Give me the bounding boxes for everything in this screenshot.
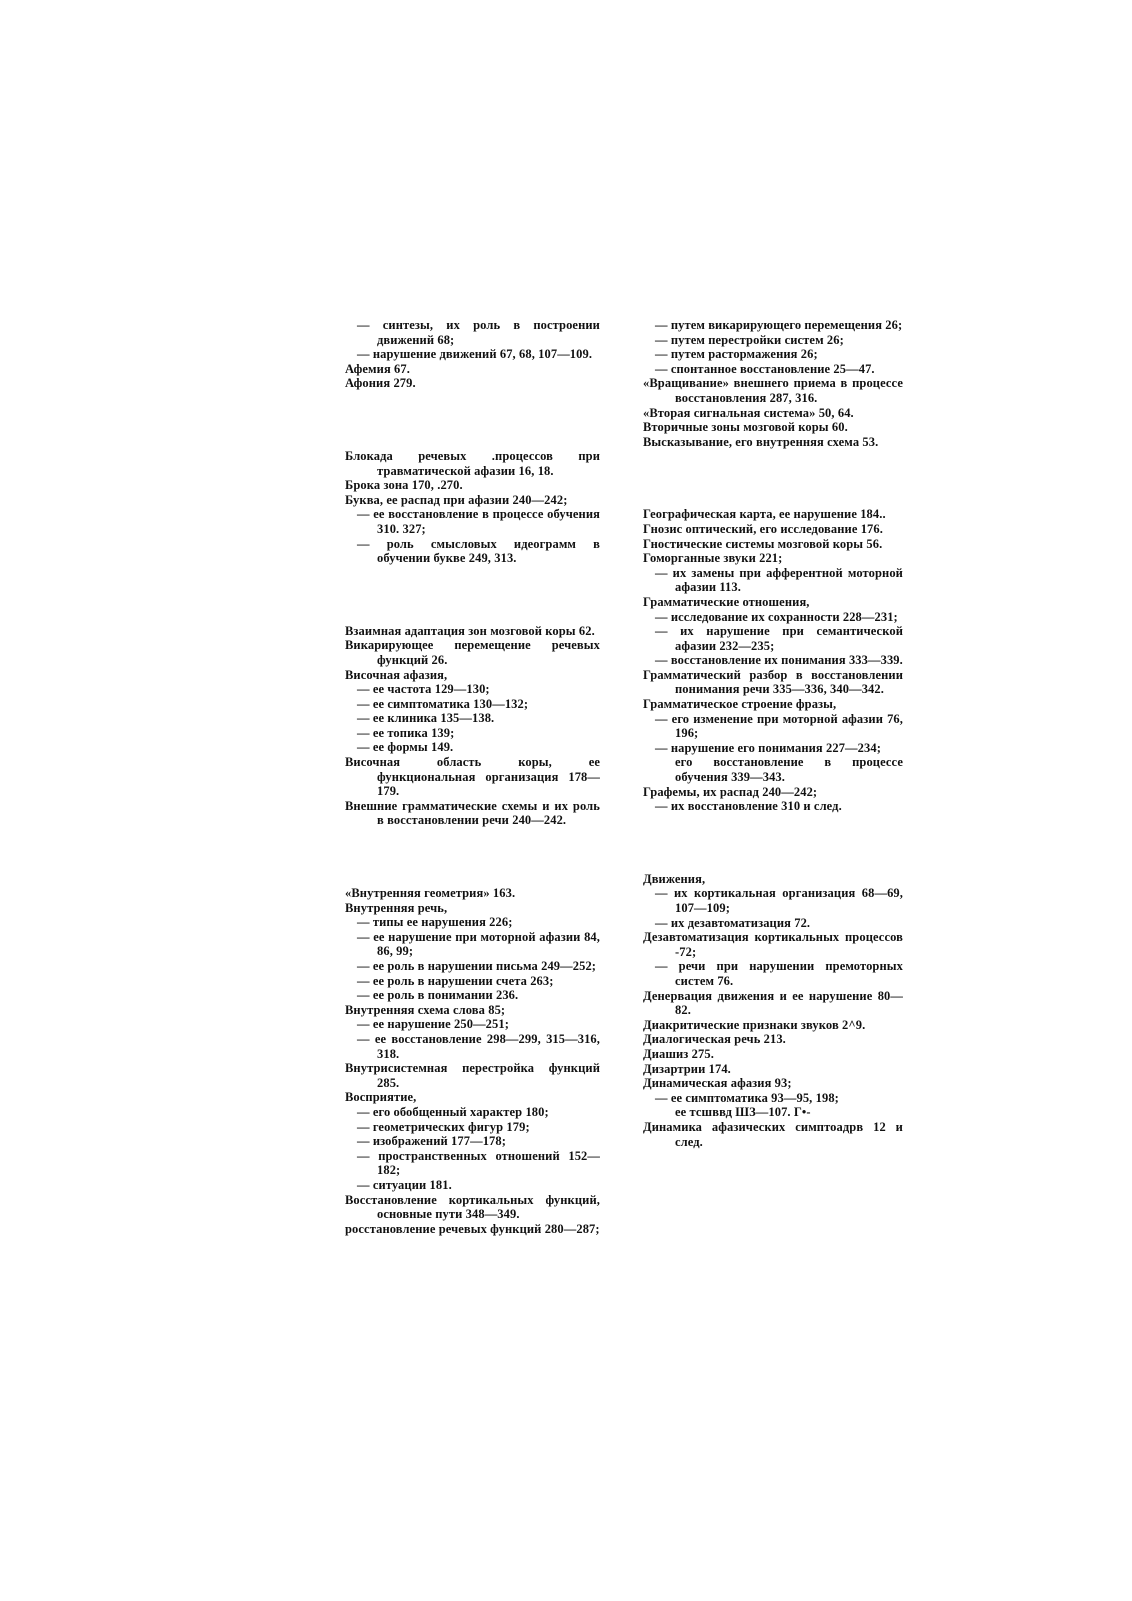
index-entry: Грамматический разбор в восстановлении понимания речи 335—336, 340—342.: [643, 667, 903, 697]
section-gap: [643, 449, 903, 507]
index-subentry: — путем растормажения 26;: [655, 347, 818, 362]
index-entry: Графемы, их распад 240—242;: [643, 784, 818, 799]
index-entry: Внешние грамматические схемы и их роль в восстановлении речи 240—242.: [345, 798, 600, 828]
index-entry: Вторичные зоны мозговой коры 60.: [643, 420, 848, 435]
index-subentry: его восстановление в процессе обучения 339—343.: [675, 755, 903, 785]
index-subentry: — синтезы, их роль в построении движений 68;: [357, 318, 600, 347]
index-subentry: — ее восстановление 298—299, 315—316, 318.: [357, 1031, 600, 1061]
index-entry: Брока зона 170, .270.: [345, 478, 463, 493]
index-entry: Движения,: [643, 871, 706, 886]
index-subentry: — их нарушение при семантической афазии 232—235;: [655, 624, 903, 653]
index-subentry: — его обобщенный характер 180;: [357, 1104, 549, 1119]
section-gap: [345, 566, 600, 624]
section-gap: [345, 391, 600, 449]
index-subentry: — ее клиника 135—138.: [357, 711, 495, 726]
index-subentry: ее тсшввд ШЗ—107. Г•-: [675, 1105, 811, 1120]
index-subentry: — ее роль в нарушении письма 249—252;: [357, 959, 597, 973]
index-subentry: — пространственных отношений 152—182;: [357, 1148, 600, 1178]
index-entry: Афемия 67.: [345, 361, 410, 376]
index-subentry: — ее роль в понимании 236.: [357, 988, 519, 1003]
index-entry: Восприятие,: [345, 1090, 417, 1105]
index-subentry: — ее нарушение при моторной афазии 84, 86, 99;: [357, 929, 600, 959]
index-entry: Блокада речевых .процессов при травматической афазии 16, 18.: [345, 448, 600, 478]
index-subentry: — их кортикальная организация 68—69, 107—109;: [655, 886, 903, 915]
index-entry: Внутренняя речь,: [345, 900, 448, 915]
index-entry: Височная афазия,: [345, 667, 448, 682]
index-entry: росстановление речевых функций 280—287;: [345, 1221, 600, 1236]
index-entry: Височная область коры, ее функциональная организация 178—179.: [345, 755, 600, 799]
index-entry: Взаимная адаптация зон мозговой коры 62.: [345, 623, 595, 638]
index-entry: Внутрисистемная перестройка функций 285.: [345, 1061, 600, 1090]
index-subentry: — исследование их сохранности 228—231;: [655, 609, 898, 624]
left-index-column: [345, 318, 600, 1236]
index-subentry: — ее формы 149.: [357, 740, 454, 755]
index-subentry: — ее симптоматика 93—95, 198;: [655, 1090, 839, 1105]
index-subentry: — их восстановление 310 и след.: [655, 799, 842, 814]
index-subentry: — путем перестройки систем 26;: [655, 332, 844, 347]
index-entry: Гоморганные звуки 221;: [643, 551, 783, 566]
index-entry: «Внутренняя геометрия» 163.: [345, 886, 516, 901]
index-subentry: — типы ее нарушения 226;: [357, 915, 513, 930]
index-entry: Высказывание, его внутренняя схема 53.: [643, 434, 879, 449]
index-subentry: — речи при нарушении премоторных систем 76.: [655, 959, 903, 988]
index-subentry: — ее восстановление в процессе обучения 310. 327;: [357, 507, 600, 536]
index-entry: Диалогическая речь 213.: [643, 1032, 786, 1047]
index-entry: Географическая карта, ее нарушение 184..: [643, 507, 886, 522]
index-subentry: — нарушение движений 67, 68, 107—109.: [357, 347, 593, 362]
index-subentry: — роль смысловых идеограмм в обучении букве 249, 313.: [357, 536, 600, 566]
index-subentry: — геометрических фигур 179;: [357, 1119, 530, 1134]
index-subentry: — его изменение при моторной афазии 76, 196;: [655, 711, 903, 741]
index-subentry: — ее роль в нарушении счета 263;: [357, 973, 554, 988]
index-subentry: — ситуации 181.: [357, 1177, 452, 1192]
index-entry: Динамика афазических симптоадрв 12 и след.: [643, 1119, 903, 1149]
index-subentry: — ее топика 139;: [357, 725, 455, 740]
index-entry: Диашиз 275.: [643, 1046, 714, 1061]
index-entry: Диакритические признаки звуков 2^9.: [643, 1017, 866, 1032]
index-entry: Дизартрии 174.: [643, 1061, 731, 1076]
index-subentry: — ее симптоматика 130—132;: [357, 696, 529, 711]
index-entry: «Вращивание» внешнего приема в процессе восстановления 287, 316.: [643, 376, 903, 405]
right-index-column: [643, 318, 903, 1149]
index-entry: Викарирующее перемещение речевых функций 26.: [345, 638, 600, 667]
index-entry: Динамическая афазия 93;: [643, 1076, 792, 1091]
index-entry: Внутренняя схема слова 85;: [345, 1002, 506, 1017]
index-entry: Афония 279.: [345, 376, 416, 391]
index-subentry: — их дезавтоматизация 72.: [655, 915, 811, 930]
index-entry: «Вторая сигнальная система» 50, 64.: [643, 405, 854, 420]
index-subentry: — изображений 177—178;: [357, 1134, 507, 1149]
index-subentry: — ее частота 129—130;: [357, 682, 490, 697]
index-subentry: — восстановление их понимания 333—339.: [655, 653, 903, 668]
index-entry: Грамматические отношения,: [643, 594, 810, 609]
index-subentry: — нарушение его понимания 227—234;: [655, 740, 881, 755]
index-subentry: — спонтанное восстановление 25—47.: [655, 361, 875, 376]
index-entry: Грамматическое строение фразы,: [643, 697, 837, 712]
index-entry: Гнозис оптический, его исследование 176.: [643, 521, 883, 536]
index-subentry: — их замены при афферентной моторной афазии 113.: [655, 565, 903, 595]
index-entry: Дезавтоматизация кортикальных процессов -72;: [643, 930, 903, 959]
index-entry: Денервация движения и ее нарушение 80—82.: [643, 988, 903, 1018]
index-subentry: — ее нарушение 250—251;: [357, 1017, 509, 1032]
section-gap: [643, 814, 903, 872]
index-entry: Восстановление кортикальных функций, основные пути 348—349.: [345, 1192, 600, 1222]
index-subentry: — путем викарирующего перемещения 26;: [655, 318, 903, 332]
index-entry: Буква, ее распад при афазии 240—242;: [345, 492, 568, 507]
section-gap: [345, 828, 600, 886]
index-entry: Гностические системы мозговой коры 56.: [643, 536, 883, 551]
